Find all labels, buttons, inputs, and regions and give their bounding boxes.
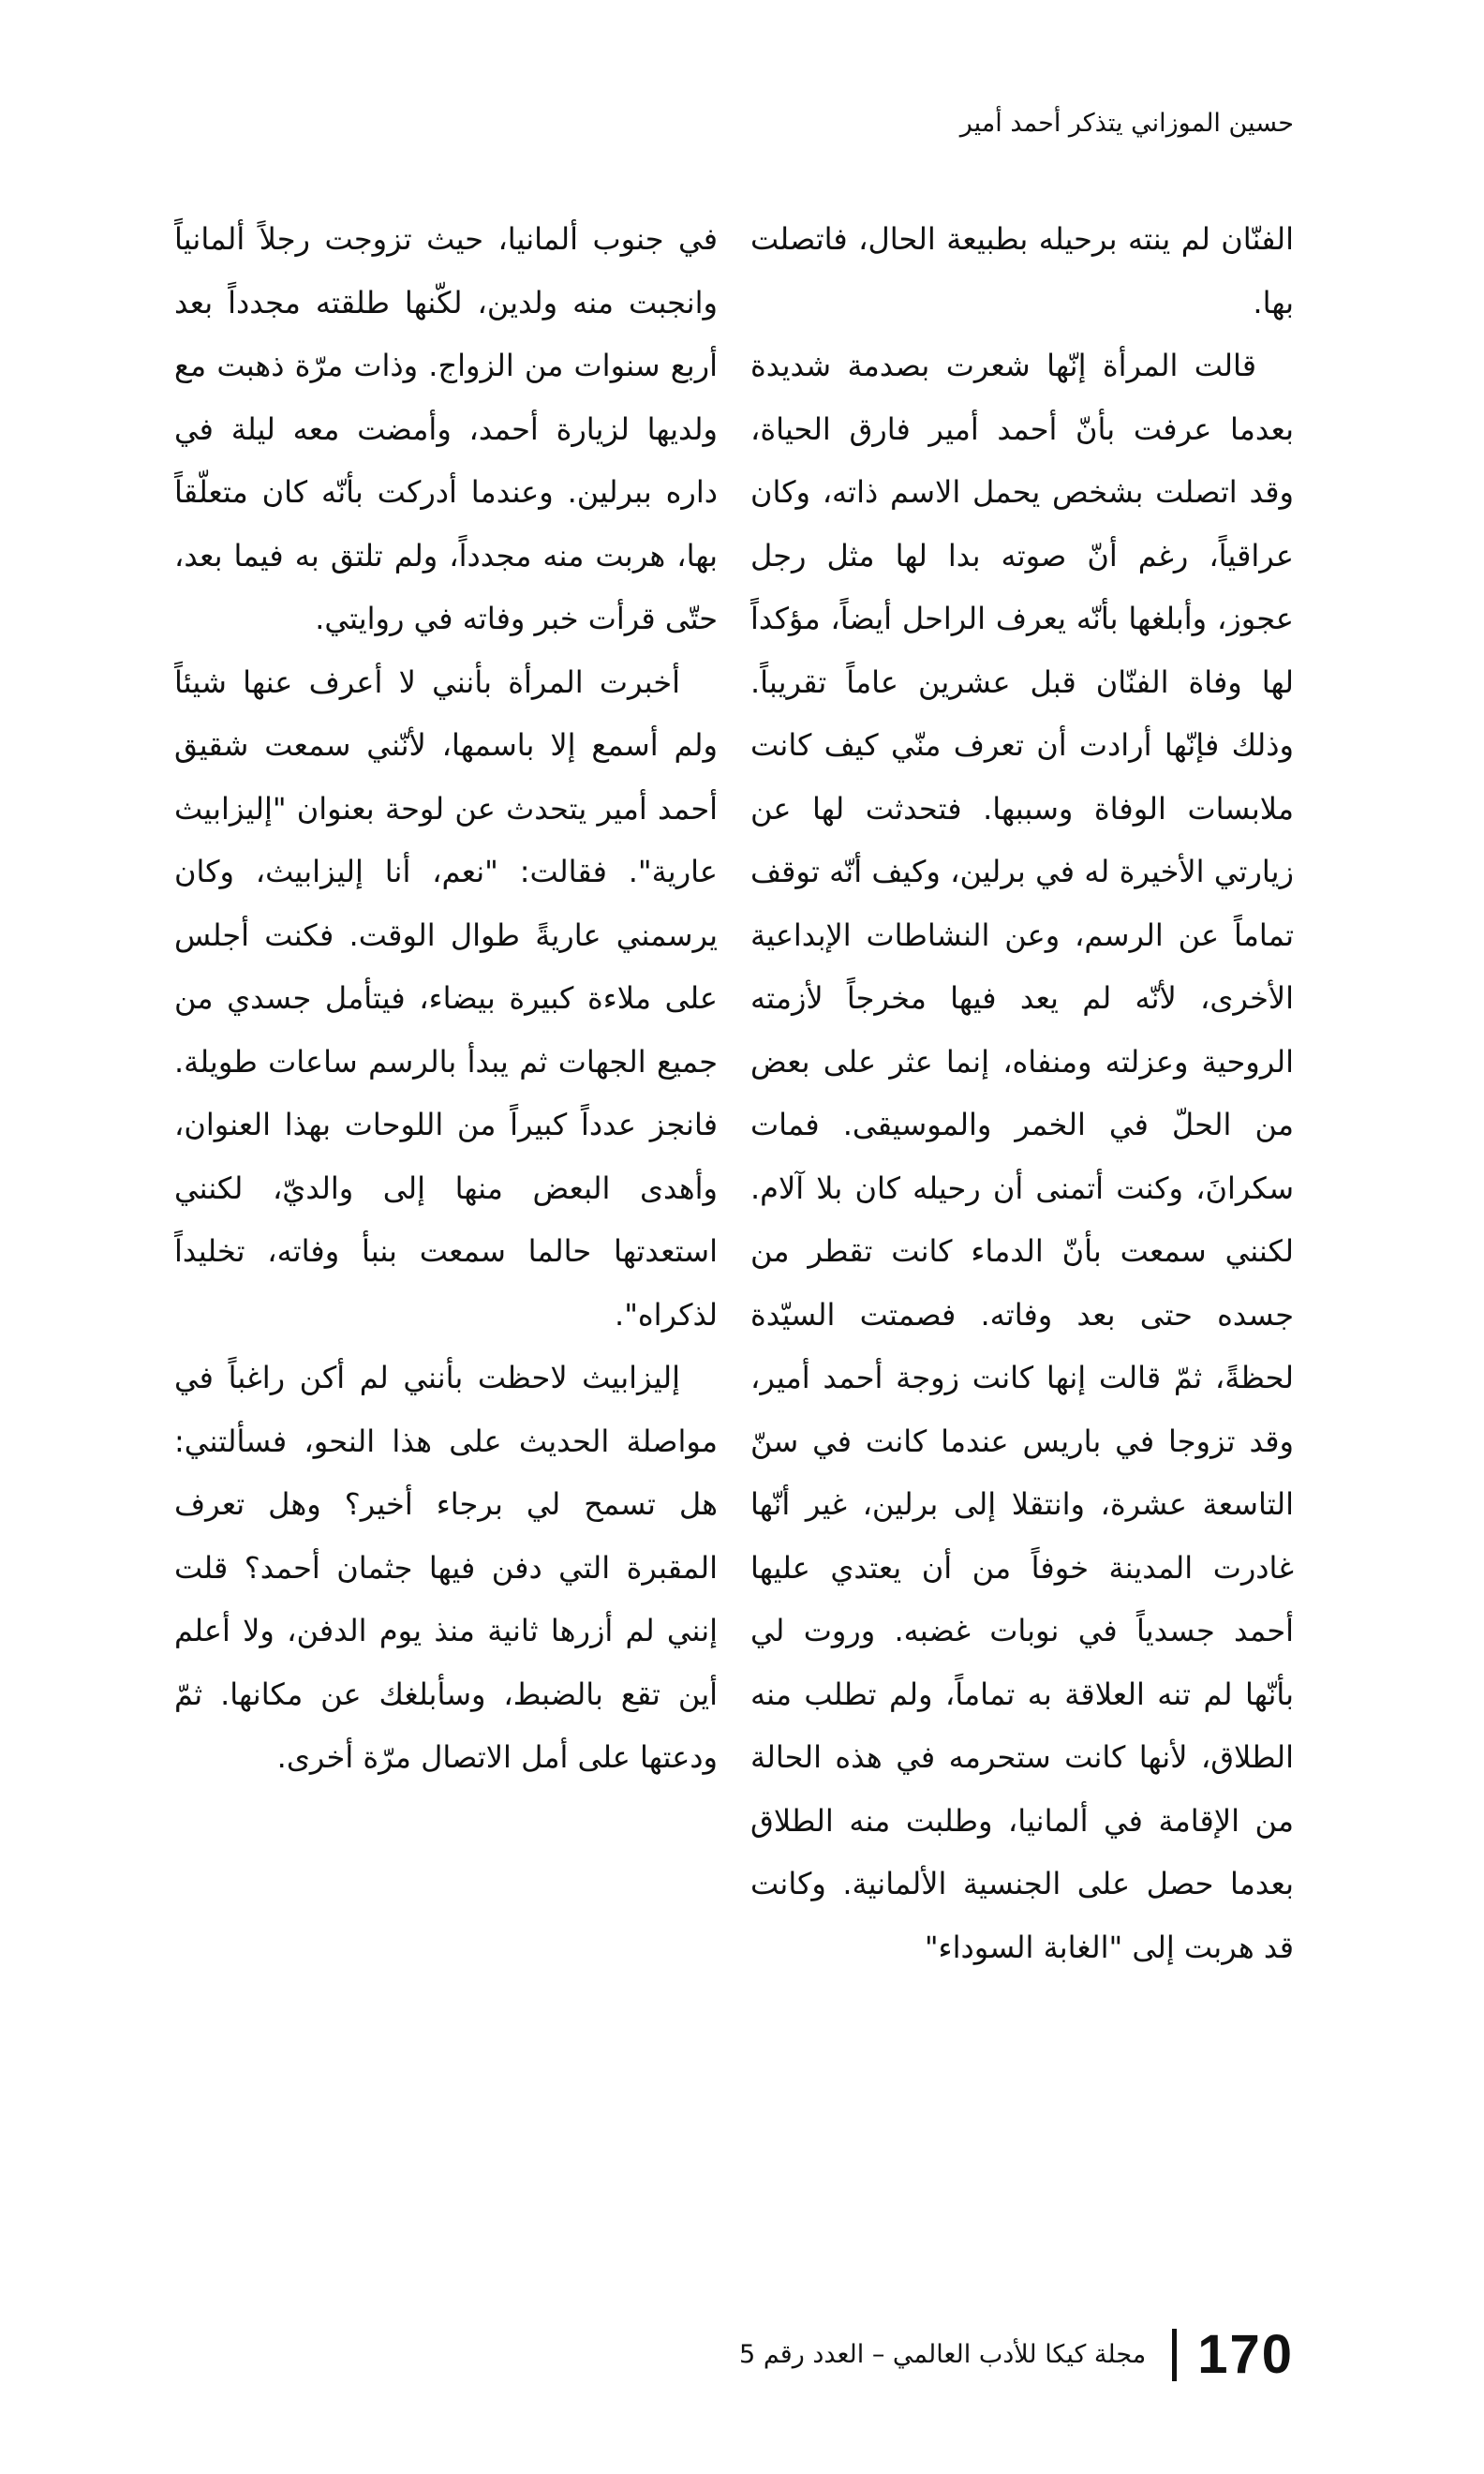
paragraph: في جنوب ألمانيا، حيث تزوجت رجلاً ألمانياً وانجبت منه ولدين، لكّنها طلقته مجدداً بعد أربع سنوات من الزواج. وذات مرّة ذهبت مع ولديها لزيارة أحمد، وأمضت معه ليلة في داره ببرلين. وعندما أدركت بأنّه كان متعلّقاً بها، هربت منه مجدداً، ولم تلتق به فيما بعد، حتّى قرأت خبر وفاته في روايتي.: [174, 221, 718, 636]
paragraph: الفنّان لم ينته برحيله بطبيعة الحال، فاتصلت بها.: [750, 221, 1294, 320]
paragraph: قالت المرأة إنّها شعرت بصدمة شديدة بعدما عرفت بأنّ أحمد أمير فارق الحياة، وقد اتصلت بشخص يحمل الاسم ذاته، وكان عراقياً، رغم أنّ صوته بدا لها مثل رجل عجوز، وأبلغها بأنّه يعرف الراحل أيضاً، مؤكداً لها وفاة الفنّان قبل عشرين عاماً تقريباً. وذلك فإنّها أرادت أن تعرف منّي كيف كانت ملابسات الوفاة وسببها. فتحدثت لها عن زيارتي الأخيرة له في برلين، وكيف أنّه توقف تماماً عن الرسم، وعن النشاطات الإبداعية الأخرى، لأنّه لم يعد فيها مخرجاً لأزمته الروحية وعزلته ومنفاه، إنما عثر على بعض من الحلّ في الخمر والموسيقى. فمات سكرانَ، وكنت أتمنى أن رحيله كان بلا آلام. لكنني سمعت بأنّ الدماء كانت تقطر من جسده حتى بعد وفاته. فصمتت السيّدة لحظةً، ثمّ قالت إنها كانت زوجة أحمد أمير، وقد تزوجا في باريس عندما كانت في سنّ التاسعة عشرة، وانتقلا إلى برلين، غير أنّها غادرت المدينة خوفاً من أن يعتدي عليها أحمد جسدياً في نوبات غضبه. وروت لي بأنّها لم تنه العلاقة به تماماً، ولم تطلب منه الطلاق، لأنها كانت ستحرمه في هذه الحالة من الإقامة في ألمانيا، وطلبت منه الطلاق بعدما حصل على الجنسية الألمانية. وكانت قد هربت إلى "الغابة السوداء": [750, 348, 1294, 1965]
paragraph: أخبرت المرأة بأنني لا أعرف عنها شيئاً ولم أسمع إلا باسمها، لأنّني سمعت شقيق أحمد أمير يتحدث عن لوحة بعنوان "إليزابيث عارية". فقالت: "نعم، أنا إليزابيث، وكان يرسمني عاريةً طوال الوقت. فكنت أجلس على ملاءة كبيرة بيضاء، فيتأمل جسدي من جميع الجهات ثم يبدأ بالرسم ساعات طويلة. فانجز عدداً كبيراً من اللوحات بهذا العنوان، وأهدى البعض منها إلى والديّ، لكنني استعدتها حالما سمعت بنبأ وفاته، تخليداً لذكراه".: [174, 663, 718, 1333]
page-number: 170: [1197, 2324, 1294, 2385]
page-footer: [739, 2322, 1294, 2388]
footer-divider: [1172, 2329, 1177, 2381]
running-header: حسين الموزاني يتذكر أحمد أمير: [959, 109, 1294, 138]
paragraph: إليزابيث لاحظت بأنني لم أكن راغباً في مواصلة الحديث على هذا النحو، فسألتني: هل تسمح لي برجاء أخير؟ وهل تعرف المقبرة التي دفن فيها جثمان أحمد؟ قلت إنني لم أزرها ثانية منذ يوم الدفن، ولا أعلم أين تقع بالضبط، وسأبلغك عن مكانها. ثمّ ودعتها على أمل الاتصال مرّة أخرى.: [174, 1360, 718, 1775]
journal-title: مجلة كيكا للأدب العالمي – العدد رقم 5: [739, 2340, 1147, 2369]
right-text-column: [750, 208, 1294, 1979]
left-text-column: [174, 208, 718, 1790]
